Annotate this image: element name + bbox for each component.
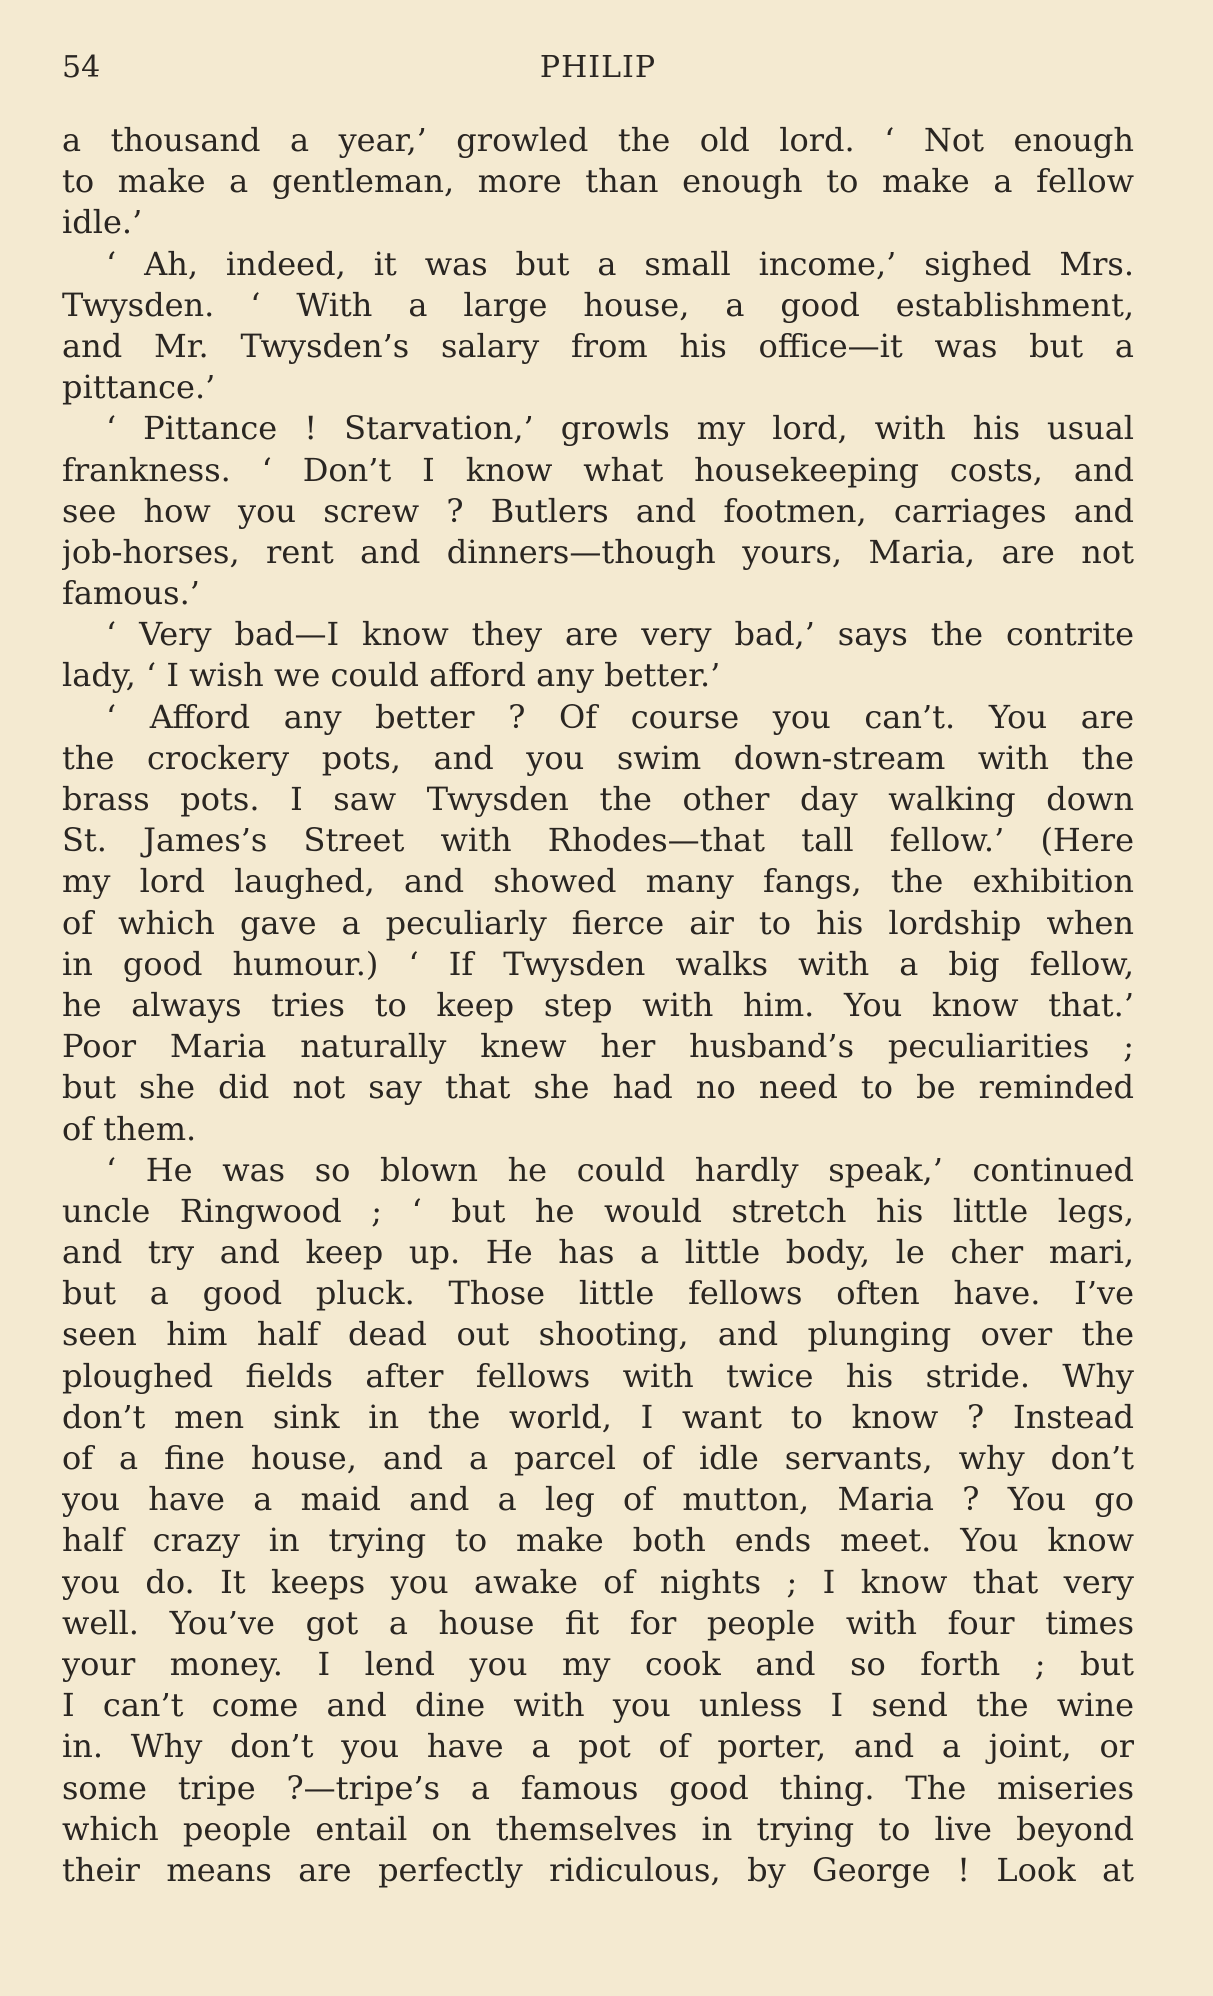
text-line: seen him half dead out shooting, and plunging over the (62, 1315, 1134, 1354)
text-line: see how you screw ? Butlers and footmen, carriages and (62, 491, 1134, 530)
text-line: their means are perfectly ridiculous, by George ! Look at (62, 1850, 1134, 1889)
text-line: he always tries to keep step with him. You know that.’ (62, 985, 1134, 1024)
page-header (62, 46, 1134, 90)
text-line: but a good pluck. Those little fellows often have. I’ve (62, 1274, 1134, 1313)
text-line: pittance.’ (62, 368, 216, 407)
text-line: but she did not say that she had no need to be reminded (62, 1068, 1134, 1107)
text-line: brass pots. I saw Twysden the other day walking down (62, 780, 1134, 818)
text-line: ‘ Pittance ! Starvation,’ growls my lord, with his usual (106, 409, 1134, 448)
text-line: well. You’ve got a house fit for people with four times (62, 1603, 1134, 1642)
text-line: and try and keep up. He has a little body, le cher mari, (62, 1233, 1134, 1272)
text-line: in. Why don’t you have a pot of porter, and a joint, or (62, 1727, 1134, 1766)
text-line: don’t men sink in the world, I want to know ? Instead (62, 1397, 1134, 1436)
text-line: of a fine house, and a parcel of idle servants, why don’t (62, 1439, 1134, 1477)
text-line: your money. I lend you my cook and so forth ; but (62, 1644, 1134, 1683)
text-line: St. James’s Street with Rhodes—that tall fellow.’ (Here (62, 821, 1134, 860)
text-line: half crazy in trying to make both ends meet. You know (62, 1521, 1134, 1560)
text-line: ‘ Ah, indeed, it was but a small income,’ sighed Mrs. (106, 244, 1134, 283)
text-line: in good humour.) ‘ If Twysden walks with a big fellow, (62, 944, 1134, 983)
text-line: ‘ Very bad—I know they are very bad,’ says the contrite (106, 615, 1134, 654)
text-line: frankness. ‘ Don’t I know what housekeeping costs, and (62, 450, 1134, 489)
text-line: you do. It keeps you awake of nights ; I know that very (62, 1562, 1134, 1601)
text-line: Twysden. ‘ With a large house, a good establishment, (62, 285, 1134, 324)
text-line: to make a gentleman, more than enough to make a fellow (62, 162, 1134, 201)
text-line: the crockery pots, and you swim down-stream with the (62, 738, 1134, 777)
text-line: ‘ Afford any better ? Of course you can’t. You are (106, 697, 1134, 736)
text-line: you have a maid and a leg of mutton, Maria ? You go (62, 1480, 1134, 1519)
text-line: a thousand a year,’ growled the old lord. ‘ Not enough (62, 121, 1134, 159)
text-line: ploughed fields after fellows with twice his stride. Why (62, 1356, 1134, 1395)
text-line: idle.’ (62, 203, 143, 242)
text-line: my lord laughed, and showed many fangs, the exhibition (62, 862, 1134, 901)
page-number: 54 (62, 50, 101, 85)
text-line: I can’t come and dine with you unless I send the wine (62, 1686, 1134, 1725)
body-text (62, 120, 1134, 1891)
text-line: uncle Ringwood ; ‘ but he would stretch his little legs, (62, 1191, 1134, 1230)
text-line: lady, ‘ I wish we could afford any better.’ (62, 656, 721, 695)
text-line: famous.’ (62, 574, 200, 613)
text-line: some tripe ?—tripe’s a famous good thing. The miseries (62, 1768, 1134, 1807)
text-line: of them. (62, 1109, 197, 1148)
text-line: and Mr. Twysden’s salary from his office—it was but a (62, 326, 1134, 365)
text-line: Poor Maria naturally knew her husband’s peculiarities ; (62, 1027, 1134, 1066)
running-title: PHILIP (539, 50, 657, 85)
text-line: of which gave a peculiarly fierce air to his lordship when (62, 903, 1134, 942)
text-line: job-horses, rent and dinners—though yours, Maria, are not (62, 532, 1134, 571)
text-line: ‘ He was so blown he could hardly speak,’ continued (106, 1150, 1134, 1189)
text-line: which people entail on themselves in trying to live beyond (62, 1809, 1134, 1848)
